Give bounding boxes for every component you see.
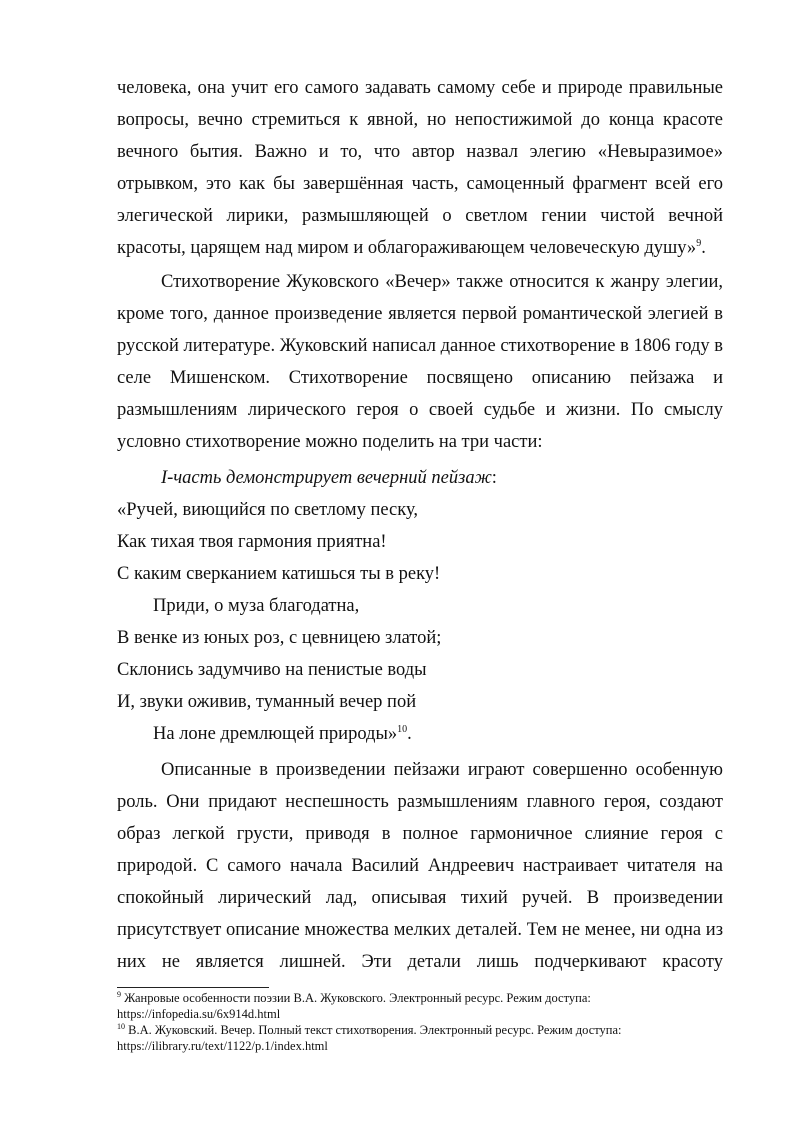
footnote-link[interactable]: https://infopedia.su/6x914d.html (117, 1007, 281, 1021)
footnote-separator (117, 987, 269, 988)
footnote-number: 9 (117, 989, 121, 999)
paragraph-1-block (117, 72, 723, 264)
footnote-link[interactable]: https://ilibrary.ru/text/1122/p.1/index.html (117, 1039, 328, 1053)
footnote-10 (117, 1022, 723, 1038)
footnote-ref-10[interactable]: 10 (397, 723, 408, 735)
paragraph-1-end: . (701, 238, 706, 258)
paragraph-2 (117, 266, 723, 458)
footnote-text: В.А. Жуковский. Вечер. Полный текст стихотворения. Электронный ресурс. Режим доступа: (128, 1023, 622, 1037)
footnote-ref-9[interactable]: 9 (696, 237, 702, 249)
footnote-number: 10 (117, 1021, 125, 1031)
paragraph-1-text: человека, она учит его самого задавать самому себе и природе правильные вопросы, вечно стремиться к явной, но непостижимой до конца красоте вечного бытия. Важно и то, что автор назвал элегию «Невыразимое» отрывком, это как бы завершённая часть, самоценный фрагмент всей его элегической лирики, размышляющей о светлом гении чистой вечной красоты, царящем над миром и облагораживающем человеческую душу» (117, 78, 723, 258)
part-heading-end: : (491, 468, 497, 488)
poem-line: Склонись задумчиво на пенистые воды (117, 660, 427, 680)
poem-line: Приди, о муза благодатна, (153, 596, 360, 616)
paragraph-3 (117, 754, 723, 978)
footnote-10-url (117, 1038, 723, 1054)
poem-last-line (117, 718, 723, 750)
paragraph-3-block (117, 754, 723, 978)
poem-line: И, звуки оживив, туманный вечер пой (117, 692, 417, 712)
paragraph-1 (117, 72, 723, 264)
poem-line-text: На лоне дремлющей природы» (153, 724, 398, 744)
footnote-9-url (117, 1006, 723, 1022)
paragraph-3-text: Описанные в произведении пейзажи играют совершенно особенную роль. Они придают неспешность размышлениям главного героя, создают образ легкой грусти, приводя в полное гармоничное слияние героя с природой. С самого начала Василий Андреевич настраивает читателя на спокойный лирический лад, описывая тихий ручей. В произведении присутствует описание множества мелких деталей. Тем не менее, ни одна из них не является лишней. Эти детали лишь подчеркивают красоту (117, 760, 723, 972)
footnotes (117, 990, 723, 1054)
poem-line: В венке из юных роз, с цевницею златой; (117, 628, 442, 648)
part-heading-block (117, 462, 723, 494)
poem-block (117, 494, 723, 750)
part-heading-italic: I-часть демонстрирует вечерний пейзаж (161, 468, 492, 488)
poem-line: «Ручей, виющийся по светлому песку, (117, 500, 418, 520)
footnote-text: Жанровые особенности поэзии В.А. Жуковского. Электронный ресурс. Режим доступа: (124, 991, 591, 1005)
poem-end: . (407, 724, 412, 744)
poem-line: С каким сверканием катишься ты в реку! (117, 564, 441, 584)
poem-line: Как тихая твоя гармония приятна! (117, 532, 387, 552)
paragraph-2-block (117, 266, 723, 458)
part-heading (117, 462, 723, 494)
footnote-9 (117, 990, 723, 1006)
paragraph-2-text: Стихотворение Жуковского «Вечер» также относится к жанру элегии, кроме того, данное произведение является первой романтической элегией в русской литературе. Жуковский написал данное стихотворение в 1806 году в селе Мишенском. Стихотворение посвящено описанию пейзажа и размышлениям лирического героя о своей судьбе и жизни. По смыслу условно стихотворение можно поделить на три части: (117, 272, 723, 452)
